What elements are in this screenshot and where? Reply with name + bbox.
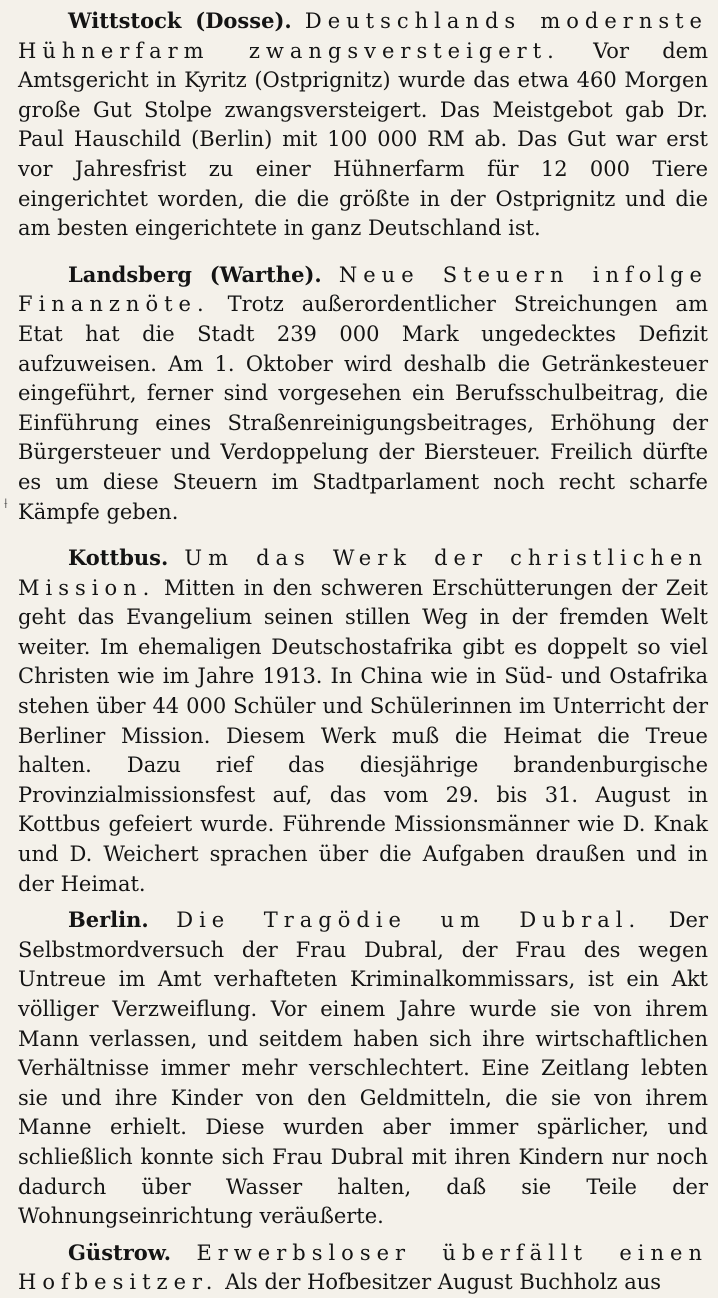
news-column [18,6,708,1298]
article-paragraph [18,905,708,1232]
article-headline: Neue Steuern infolge Finanznöte. [18,262,708,317]
article-dateline: Güstrow. [68,1239,172,1265]
article-kottbus [18,543,708,899]
article-headline: Deutschlands modernste Hühnerfarm zwangsversteigert. [18,9,708,63]
article-dateline: Berlin. [68,907,149,933]
article-paragraph [18,1238,708,1298]
article-headline: Die Tragödie um Dubral. [176,908,642,933]
article-body: Als der Hofbesitzer August Buchholz aus [225,1270,662,1295]
article-dateline: Wittstock (Dosse). [68,8,292,33]
article-paragraph [18,6,708,244]
article-guestrow [18,1238,708,1298]
article-body: Der Selbstmordversuch der Frau Dubral, der Frau des wegen Untreue im Amt verhafteten Kriminalkommissars, ist ein Akt völliger Verzweiflung. Vor einem Jahre wurde sie von ihrem Mann verlassen, und seitdem haben sich ihre wirtschaftlichen Verhältnisse immer mehr verschlechtert. Eine Zeitlang lebten sie und ihre Kinder von den Geldmitteln, die sie von ihrem Manne erhielt. Diese wurden aber immer spärlicher, und schließlich konnte sich Frau Dubral mit ihren Kindern nur noch dadurch über Wasser halten, daß sie Teile der Wohnungseinrichtung veräußerte. [18,908,708,1229]
article-body: Mitten in den schweren Erschütterungen der Zeit geht das Evangelium seinen stillen Weg in der fremden Welt weiter. Im ehemaligen Deutschostafrika gibt es doppelt so viel Christen wie im Jahre 1913. In China wie in Süd- und Ostafrika stehen über 44 000 Schüler und Schülerinnen im Unterricht der Berliner Mission. Diesem Werk muß die Heimat die Treue halten. Dazu rief das diesjährige brandenburgische Provinzialmissionsfest auf, das vom 29. bis 31. August in Kottbus gefeiert wurde. Führende Missionsmänner wie D. Knak und D. Weichert sprachen über die Aufgaben draußen und in der Heimat. [18,575,708,896]
article-landsberg [18,260,708,527]
article-headline: Um das Werk der christlichen Mission. [18,546,708,600]
article-dateline: Kottbus. [68,545,169,571]
article-berlin [18,905,708,1232]
article-body: Trotz außerordentlicher Streichungen am Etat hat die Stadt 239 000 Mark ungedecktes Defizit aufzuweisen. Am 1. Oktober wird deshalb die Getränkesteuer eingeführt, ferner sind vorgesehen ein Berufsschulbeitrag, die Einführung eines Straßenreinigungsbeitrages, Erhöhung der Bürgersteuer und Verdoppelung der Biersteuer. Freilich dürfte es um diese Steuern im Stadtparlament noch recht scharfe Kämpfe geben. [18,292,708,524]
article-body: Vor dem Amtsgericht in Kyritz (Ostprignitz) wurde das etwa 460 Morgen große Gut Stolpe zwangsversteigert. Das Meistgebot gab Dr. Paul Hauschild (Berlin) mit 100 000 RM ab. Das Gut war erst vor Jahresfrist zu einer Hühnerfarm für 12 000 Tiere eingerichtet worden, die die größte in der Ostprignitz und die am besten eingerichtete in ganz Deutschland ist. [18,38,708,241]
margin-mark: ⟊ [4,496,8,512]
article-paragraph [18,260,708,527]
article-wittstock [18,6,708,244]
article-dateline: Landsberg (Warthe). [68,261,322,287]
article-paragraph [18,543,708,899]
article-headline: Erwerbsloser überfällt einen Hofbesitzer. [18,1240,708,1295]
